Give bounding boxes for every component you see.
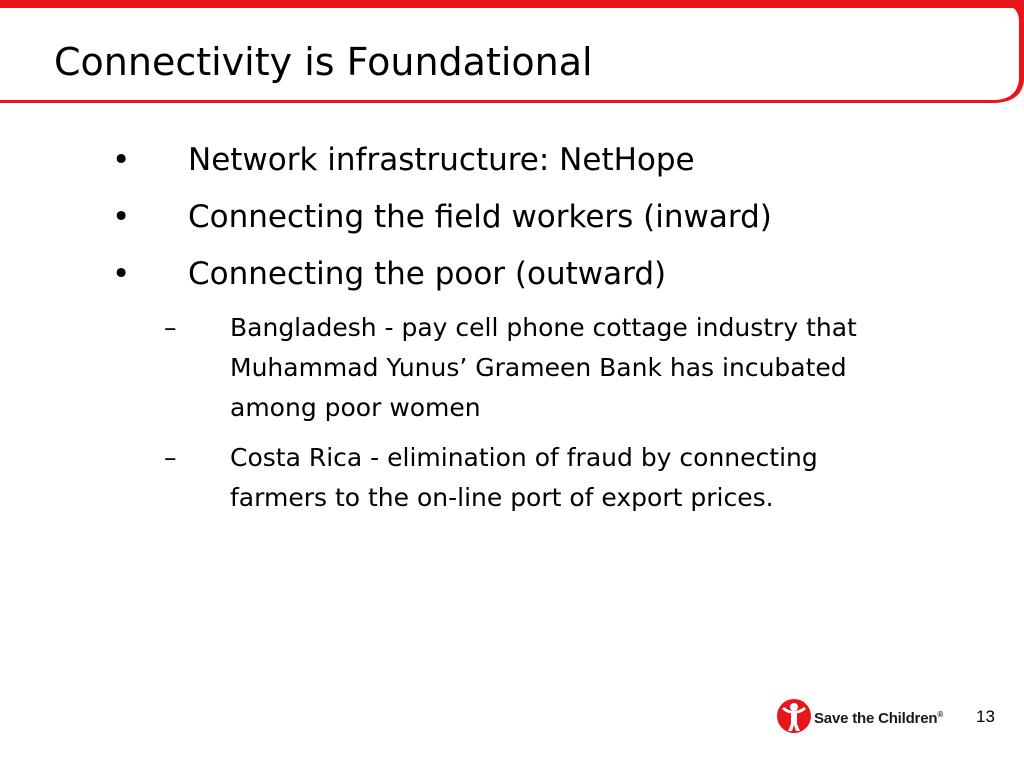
bullet-text: Connecting the poor (outward) bbox=[188, 256, 667, 292]
save-the-children-logo bbox=[776, 696, 966, 738]
registered-mark: ® bbox=[937, 710, 944, 719]
slide-title: Connectivity is Foundational bbox=[54, 40, 593, 84]
sub-bullet-text: Costa Rica - elimination of fraud by connecting farmers to the on-line port of export prices. bbox=[230, 443, 818, 512]
bullet-marker: • bbox=[112, 199, 131, 235]
child-figure-icon bbox=[776, 696, 812, 736]
sub-bullet-marker: – bbox=[164, 443, 177, 472]
bullet-text: Network infrastructure: NetHope bbox=[188, 142, 695, 178]
sub-bullet-marker: – bbox=[164, 313, 177, 342]
sub-bullet-text: Bangladesh - pay cell phone cottage industry that Muhammad Yunus’ Grameen Bank has incubated among poor women bbox=[230, 313, 857, 422]
bullet-marker: • bbox=[112, 142, 131, 178]
page-number: 13 bbox=[976, 707, 995, 726]
bullet-text: Connecting the field workers (inward) bbox=[188, 199, 772, 235]
bullet-marker: • bbox=[112, 256, 131, 292]
logo-text bbox=[814, 710, 943, 727]
logo-name: Save the Children bbox=[814, 710, 938, 727]
